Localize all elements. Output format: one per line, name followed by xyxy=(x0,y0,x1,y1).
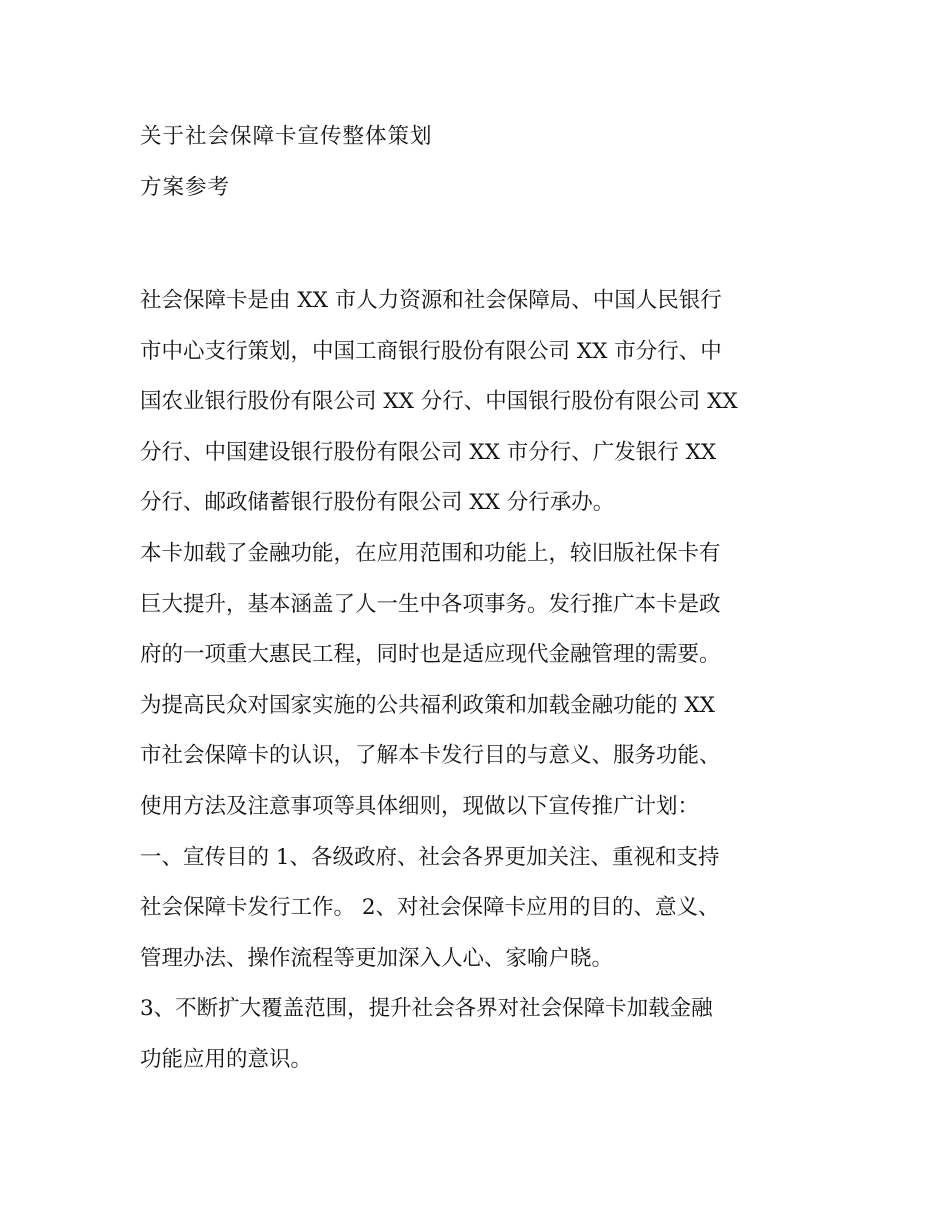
title-line: 方案参考 xyxy=(140,174,231,200)
body-line: 市中心支行策划，中国工商银行股份有限公司 XX 市分行、中 xyxy=(140,338,722,364)
title-line: 关于社会保障卡宣传整体策划 xyxy=(140,124,433,149)
body-line: 国农业银行股份有限公司 XX 分行、中国银行股份有限公司 XX xyxy=(140,389,738,415)
body-line: 分行、邮政储蓄银行股份有限公司 XX 分行承办。 xyxy=(140,490,615,516)
body-line: 3、不断扩大覆盖范围，提升社会各界对社会保障卡加载金融 xyxy=(140,996,713,1022)
body-line: 管理办法、操作流程等更加深入人心、家喻户晓。 xyxy=(140,945,614,971)
body-line: 本卡加载了金融功能，在应用范围和功能上，较旧版社保卡有 xyxy=(140,540,721,566)
body-line: 巨大提升，基本涵盖了人一生中各项事务。发行推广本卡是政 xyxy=(140,591,721,617)
body-line: 功能应用的意识。 xyxy=(140,1046,313,1072)
body-line: 社会保障卡发行工作。 2、对社会保障卡应用的目的、意义、 xyxy=(140,895,720,921)
body-line: 一、宣传目的 1、各级政府、社会各界更加关注、重视和支持 xyxy=(140,844,720,870)
body-line: 为提高民众对国家实施的公共福利政策和加载金融功能的 XX xyxy=(140,692,715,718)
body-line: 府的一项重大惠民工程，同时也是适应现代金融管理的需要。 xyxy=(140,642,721,668)
body-line: 社会保障卡是由 XX 市人力资源和社会保障局、中国人民银行 xyxy=(140,288,722,313)
body-line: 使用方法及注意事项等具体细则，现做以下宣传推广计划： xyxy=(140,793,700,819)
body-line: 市社会保障卡的认识，了解本卡发行目的与意义、服务功能、 xyxy=(140,743,721,769)
document-title xyxy=(140,112,820,213)
document-body xyxy=(140,276,830,1086)
body-line: 分行、中国建设银行股份有限公司 XX 市分行、广发银行 XX xyxy=(140,439,717,465)
